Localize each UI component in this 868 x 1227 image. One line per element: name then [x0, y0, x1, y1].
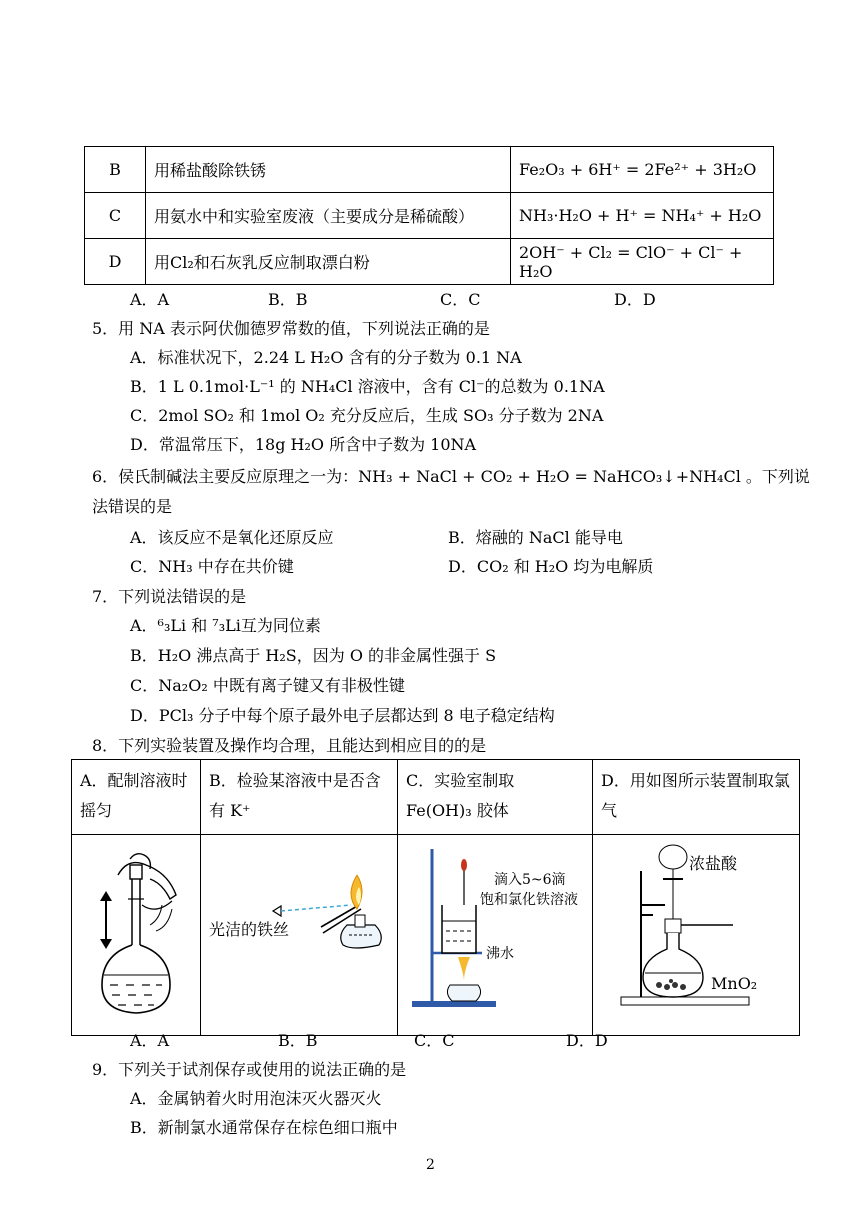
- colloid-setup-figure: [398, 835, 593, 1036]
- volumetric-flask-illustration: [72, 835, 200, 1025]
- table-row: [85, 239, 774, 285]
- q9-stem: 9．下列关于试剂保存或使用的说法正确的是: [92, 1060, 407, 1079]
- row-desc: 用Cl₂和石灰乳反应制取漂白粉: [146, 239, 511, 285]
- row-eq: NH₃·H₂O + H⁺ = NH₄⁺ + H₂O: [511, 193, 774, 239]
- q6-stem-line1: 6．侯氏制碱法主要反应原理之一为：NH₃ + NaCl + CO₂ + H₂O = NaHCO₃↓+NH₄Cl 。下列说: [92, 467, 810, 486]
- q6-option-d: D．CO₂ 和 H₂O 均为电解质: [448, 557, 654, 576]
- table-row: [72, 835, 800, 1036]
- q4-option-c: C．C: [440, 290, 481, 309]
- q5-stem: 5．用 NA 表示阿伏伽德罗常数的值，下列说法正确的是: [92, 319, 490, 338]
- q8-apparatus-table: [71, 759, 800, 1036]
- row-desc: 用稀盐酸除铁锈: [146, 147, 511, 193]
- row-label: C: [85, 193, 146, 239]
- header-d: D．用如图所示装置制取氯气: [593, 760, 800, 835]
- q8-option-c: C．C: [414, 1031, 455, 1050]
- table-row: [85, 193, 774, 239]
- q8-option-d: D．D: [566, 1031, 608, 1050]
- ferric-chloride-label: 饱和氯化铁溶液: [480, 892, 578, 908]
- q6-option-c: C．NH₃ 中存在共价键: [130, 557, 294, 576]
- row-eq: 2OH⁻ + Cl₂ = ClO⁻ + Cl⁻ + H₂O: [511, 239, 774, 285]
- row-label: D: [85, 239, 146, 285]
- header-c: C．实验室制取 Fe(OH)₃ 胶体: [398, 760, 593, 835]
- mno2-label: MnO₂: [711, 974, 758, 993]
- flame-test-figure: [201, 835, 398, 1036]
- q9-option-a: A．金属钠着火时用泡沫灭火器灭火: [130, 1089, 382, 1108]
- q4-table: [84, 146, 774, 285]
- q9-option-b: B．新制氯水通常保存在棕色细口瓶中: [130, 1118, 398, 1137]
- q6-stem-line2: 法错误的是: [92, 497, 173, 516]
- q5-option-b: B．1 L 0.1mol·L⁻¹ 的 NH₄Cl 溶液中，含有 Cl⁻的总数为 0.1NA: [130, 377, 605, 396]
- q7-option-c: C．Na₂O₂ 中既有离子键又有非极性键: [130, 676, 405, 695]
- q5-option-d: D．常温常压下，18g H₂O 所含中子数为 10NA: [130, 435, 477, 454]
- q6-option-b: B．熔融的 NaCl 能导电: [448, 528, 623, 547]
- q7-option-a: A．⁶₃Li 和 ⁷₃Li互为同位素: [130, 616, 321, 635]
- q8-option-b: B．B: [278, 1031, 318, 1050]
- iron-wire-label: 光洁的铁丝: [209, 920, 290, 939]
- page-number: 2: [426, 1157, 435, 1173]
- q5-option-c: C．2mol SO₂ 和 1mol O₂ 充分反应后，生成 SO₃ 分子数为 2NA: [130, 406, 604, 425]
- q4-option-d: D．D: [614, 290, 656, 309]
- q8-stem: 8．下列实验装置及操作均合理，且能达到相应目的的是: [92, 736, 487, 755]
- q8-option-a: A．A: [130, 1031, 170, 1050]
- header-b: B．检验某溶液中是否含有 K⁺: [201, 760, 398, 835]
- header-a: A．配制溶液时摇匀: [72, 760, 201, 835]
- q7-stem: 7．下列说法错误的是: [92, 587, 247, 606]
- table-row: [85, 147, 774, 193]
- row-desc: 用氨水中和实验室废液（主要成分是稀硫酸）: [146, 193, 511, 239]
- q4-option-b: B．B: [268, 290, 308, 309]
- q7-option-b: B．H₂O 沸点高于 H₂S，因为 O 的非金属性强于 S: [130, 646, 497, 665]
- flask-shaking-figure: [72, 835, 201, 1036]
- beaker-heating-illustration: [398, 835, 592, 1025]
- q4-option-a: A．A: [130, 290, 170, 309]
- row-label: B: [85, 147, 146, 193]
- chlorine-setup-figure: [593, 835, 800, 1036]
- row-eq: Fe₂O₃ + 6H⁺ = 2Fe²⁺ + 3H₂O: [511, 147, 774, 193]
- table-row: [72, 760, 800, 835]
- q5-option-a: A．标准状况下，2.24 L H₂O 含有的分子数为 0.1 NA: [130, 348, 522, 367]
- q6-option-a: A．该反应不是氧化还原反应: [130, 528, 334, 547]
- conc-hcl-label: 浓盐酸: [689, 854, 738, 873]
- boiling-water-label: 沸水: [486, 946, 514, 962]
- q7-option-d: D．PCl₃ 分子中每个原子最外电子层都达到 8 电子稳定结构: [130, 706, 555, 725]
- drop-label: 滴入5~6滴: [494, 872, 566, 888]
